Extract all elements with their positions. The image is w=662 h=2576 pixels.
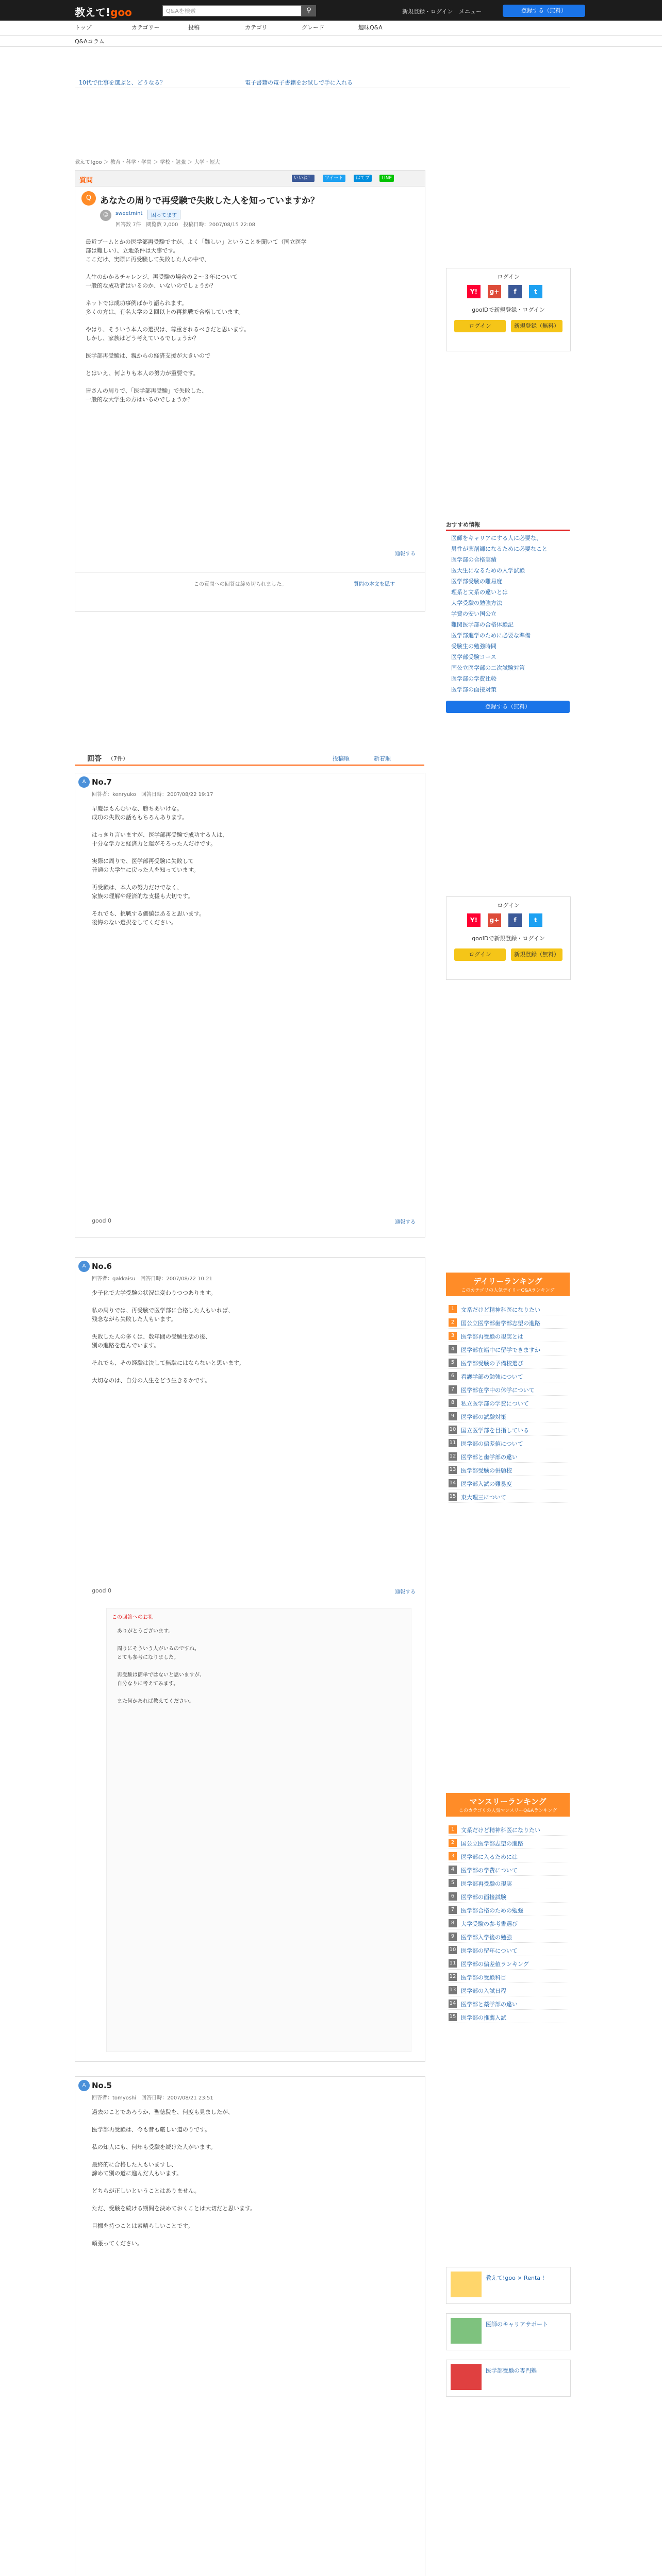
ranking-number: 2 [449, 1318, 457, 1327]
ranking-number: 4 [449, 1866, 457, 1874]
question-box [75, 170, 425, 612]
ranking-row[interactable] [449, 1384, 568, 1396]
ranking-row[interactable] [449, 1357, 568, 1369]
ranking-row[interactable] [449, 2011, 568, 2023]
recommend-item[interactable]: 医大生になるための入学試験 [451, 567, 525, 574]
ad-link-1[interactable]: 10代で仕事を選ぶと、どうなる？ [79, 79, 166, 86]
recommend-item[interactable]: 医学部の面接対策 [451, 686, 496, 693]
login-title: ログイン [497, 274, 520, 280]
share-line[interactable]: LINE [379, 175, 394, 182]
ranking-number: 4 [449, 1345, 457, 1353]
ranking-title[interactable]: 医学部の偏差値ランキング [461, 1961, 529, 1968]
daily-ranking-title: デイリーランキング [473, 1277, 542, 1286]
good-button[interactable] [92, 1217, 111, 1224]
monthly-ranking-title: マンスリーランキング [469, 1797, 547, 1806]
ranking-number: 8 [449, 1399, 457, 1407]
ranking-number: 7 [449, 1906, 457, 1914]
side-ad-1[interactable] [446, 2267, 571, 2304]
nav-column[interactable]: Q&Aコラム [75, 38, 105, 45]
login-caption-2: gooIDで新規登録・ログイン [472, 935, 545, 942]
question-meta: 回答数 7件 閲覧数 2,000 投稿日時：2007/08/15 22:08 [115, 222, 255, 228]
ranking-number: 3 [449, 1852, 457, 1860]
ranking-number: 8 [449, 1919, 457, 1927]
share-twitter[interactable]: ツイート [323, 175, 345, 182]
ranking-number: 9 [449, 1933, 457, 1941]
recommend-item[interactable]: 受験生の勉強時間 [451, 643, 496, 650]
ranking-title[interactable]: 医学部の留年について [461, 1947, 518, 1954]
monthly-ranking-header [446, 1793, 570, 1817]
ranking-row[interactable] [449, 1344, 568, 1355]
hide-question-link[interactable]: 質問の本文を隠す [354, 582, 395, 587]
ranking-title[interactable]: 医学部合格のための勉強 [461, 1907, 523, 1914]
ranking-title[interactable]: 医学部と薬学部の違い [461, 2001, 518, 2008]
recommend-item[interactable]: 難関医学部の合格体験記 [451, 621, 514, 628]
avatar: ☺ [100, 210, 111, 221]
ranking-title[interactable]: 医学部受験の予備校選び [461, 1360, 523, 1367]
site-logo[interactable] [75, 4, 132, 19]
recommend-item[interactable]: 男性が薬剤師になるために必要なこと [451, 546, 548, 552]
recommend-item[interactable]: 学費の安い国公立 [451, 611, 496, 617]
ranking-number: 11 [449, 1439, 457, 1447]
register-button[interactable]: 登録する（無料） [503, 5, 585, 17]
ranking-number: 14 [449, 1999, 457, 2008]
ranking-title[interactable]: 医学部の偏差値について [461, 1440, 523, 1447]
ranking-number: 6 [449, 1372, 457, 1380]
report-link[interactable]: 通報する [395, 551, 416, 557]
answers-header [75, 752, 424, 766]
answer-icon: A [78, 776, 90, 788]
ranking-title[interactable]: 医学部の推薦入試 [461, 2014, 506, 2021]
nav-grade[interactable]: グレード [302, 24, 324, 31]
ranking-row[interactable] [449, 1303, 568, 1315]
answer-body: 過去のことであろうか、聖徳院を、何度も見ましたが、 医学部再受験は、今も昔も厳しい道のりです。 私の知人にも、何年も受験を続けた人がいます。 最終的に合格した人もいますし、 諦めて別の道に進んだ人もいます。 どちらが正しいということはありません。 ただ、受験を続ける期間を決めておくことは大切だと思います。 目標を持つことは素晴らしいことです。 頑張ってください。 [92, 2109, 256, 2247]
sort-by-new[interactable]: 新着順 [374, 755, 391, 762]
status-badge: 困ってます [147, 210, 180, 219]
login-button[interactable]: ログイン [454, 320, 506, 332]
ranking-row[interactable] [449, 1491, 568, 1503]
ranking-title[interactable]: 医学部受験の併願校 [461, 1467, 512, 1474]
ranking-title[interactable]: 大学受験の参考書選び [461, 1921, 518, 1927]
main-nav [0, 21, 662, 36]
daily-ranking-sub: このカテゴリの人気デイリーQ&Aランキング [461, 1288, 555, 1293]
answer-meta: 回答者：tomyoshi 回答日時：2007/08/21 23:51 [92, 2095, 213, 2101]
ranking-title[interactable]: 医学部に入るためには [461, 1854, 518, 1860]
facebook-icon-2[interactable]: f [508, 913, 522, 927]
good-label: good [92, 1587, 106, 1594]
ad-title[interactable]: 教えて!goo × Renta ! [486, 2275, 544, 2281]
question-author[interactable]: sweetmint [115, 211, 143, 216]
ranking-row[interactable] [449, 1478, 568, 1489]
recommend-title: おすすめ情報 [446, 520, 570, 531]
ranking-number: 3 [449, 1332, 457, 1340]
answer-number: No.7 [92, 777, 112, 787]
ranking-number: 12 [449, 1452, 457, 1461]
question-footer [75, 572, 425, 594]
signup-button-2[interactable]: 新規登録（無料） [511, 948, 562, 961]
search-input[interactable]: Q&Aを検索 [162, 5, 302, 16]
ranking-row[interactable] [449, 1918, 568, 1929]
recommend-item[interactable]: 国公立医学部の二次試験対策 [451, 665, 525, 671]
breadcrumb[interactable]: 教えて!goo ＞ 教育・科学・学問 ＞ 学校・勉強 ＞ 大学・短大 [75, 160, 220, 165]
ranking-title[interactable]: 医学部入学後の勉強 [461, 1934, 512, 1941]
ranking-row[interactable] [449, 1985, 568, 1996]
ranking-number: 15 [449, 2013, 457, 2021]
ranking-row[interactable] [449, 1931, 568, 1943]
good-count: 0 [107, 1587, 111, 1594]
answer-report-link[interactable]: 通報する [395, 1219, 416, 1225]
google-icon-2[interactable]: g+ [488, 913, 501, 927]
ad-image [451, 2272, 482, 2297]
yahoo-icon[interactable]: Y! [467, 285, 481, 298]
ranking-row[interactable] [449, 1944, 568, 1956]
ranking-number: 10 [449, 1946, 457, 1954]
login-box [446, 268, 571, 351]
answer-card [75, 2076, 425, 2576]
sort-by-post[interactable]: 投稿順 [333, 755, 350, 762]
ranking-title[interactable]: 国立医学部を目指している [461, 1427, 529, 1434]
ranking-row[interactable] [449, 1891, 568, 1903]
recommend-item[interactable]: 大学受験の勉強方法 [451, 600, 502, 606]
side-ad-3[interactable] [446, 2360, 571, 2397]
ranking-row[interactable] [449, 1411, 568, 1422]
logo-text: 教えて! [75, 6, 111, 19]
ranking-number: 5 [449, 1359, 457, 1367]
facebook-icon[interactable]: f [508, 285, 522, 298]
ranking-title[interactable]: 医学部の入試日程 [461, 1988, 506, 1994]
ranking-row[interactable] [449, 1464, 568, 1476]
answer-icon: A [78, 2080, 90, 2091]
answer-number: No.6 [92, 1262, 112, 1271]
ranking-row[interactable] [449, 1330, 568, 1342]
reply-body: ありがとうございます。 周りにそういう人がいるのですね。 とても参考になりました。 再受験は簡単ではないと思いますが、 自分なりに考えてみます。 また何かあれば教えてください。 [117, 1629, 205, 1704]
question-body: 最近ブームとかの医学部再受験ですが、よく「難しい」ということを聞いて（国立医学 部は難しい）、立地条件は大事です。 ここだけ、実際に再受験して失敗した人の中で、 人生のかかるチャレンジ、再受験の場合の２〜３年について 一般的な成功者はいるのか、いないのでしょうか？ ネットでは成功事例ばかり語られます。 多くの方は、有名大学の２回以上の再挑戦で合格しています。 やはり、そういう本人の選択は、尊重されるべきだと思います。 しかし、家族はどう考えているでしょうか？ 医学部再受験は、親からの経済支援が大きいので とはいえ、何よりも本人の努力が重要です。 皆さんの周りで、「医学部再受験」で失敗した、 一般的な大学生の方はいるのでしょうか？ [86, 239, 307, 403]
ranking-number: 12 [449, 1973, 457, 1981]
answer-number: No.5 [92, 2081, 112, 2090]
ranking-title[interactable]: 医学部再受験の現実 [461, 1880, 512, 1887]
recommend-item[interactable]: 医学部進学のために必要な準備 [451, 632, 531, 639]
ranking-title[interactable]: 医学部の試験対策 [461, 1414, 506, 1420]
ranking-row[interactable] [449, 1437, 568, 1449]
answer-body: 少子化で大学受験の状況は変わりつつあります。 私の周りでは、再受験で医学部に合格した人もいれば、 残念ながら失敗した人もいます。 失敗した人の多くは、数年間の受験生活の後、 別の進路を選んでいます。 それでも、その経験は決して無駄にはならないと思います。 大切なのは、自分の人生をどう生きるかです。 [92, 1290, 245, 1384]
ranking-title[interactable]: 医学部の面接試験 [461, 1894, 506, 1901]
google-icon[interactable]: g+ [488, 285, 501, 298]
nav-post[interactable]: 投稿 [188, 24, 200, 31]
question-icon: Q [81, 191, 96, 206]
question-header [75, 171, 425, 187]
good-button[interactable] [92, 1587, 111, 1594]
ranking-title[interactable]: 国公立医学部志望の進路 [461, 1840, 523, 1847]
ranking-row[interactable] [449, 1370, 568, 1382]
recommend-item[interactable]: 医師をキャリアにする人に必要な、 [451, 535, 542, 541]
nav-hobby[interactable]: 趣味Q&A [358, 24, 383, 31]
ad-title-2[interactable]: 医師のキャリアサポート [486, 2321, 548, 2328]
ranking-number: 13 [449, 1466, 457, 1474]
ranking-row[interactable] [449, 1837, 568, 1849]
top-bar [0, 0, 662, 21]
answer-meta: 回答者：kenryuko 回答日時：2007/08/22 19:17 [92, 792, 213, 798]
ranking-row[interactable] [449, 1877, 568, 1889]
answer-card [75, 773, 425, 1238]
question-label: 質問 [79, 177, 93, 184]
nav-category[interactable]: カテゴリー [131, 24, 160, 31]
sub-nav [0, 35, 662, 47]
ranking-number: 5 [449, 1879, 457, 1887]
signup-button[interactable]: 新規登録（無料） [511, 320, 562, 332]
recommend-item[interactable]: 医学部の合格実績 [451, 556, 496, 563]
login-link[interactable]: 新規登録・ログイン [402, 8, 453, 15]
ranking-title[interactable]: 文系だけど精神科医になりたい [461, 1307, 540, 1313]
answer-card [75, 1257, 425, 2062]
recommend-box [446, 520, 570, 711]
ranking-row[interactable] [449, 1317, 568, 1329]
ranking-row[interactable] [449, 1451, 568, 1463]
nav-category2[interactable]: カテゴリ [245, 24, 268, 31]
ranking-number: 10 [449, 1426, 457, 1434]
ranking-number: 15 [449, 1493, 457, 1501]
ranking-row[interactable] [449, 1397, 568, 1409]
ranking-number: 1 [449, 1825, 457, 1834]
ranking-title[interactable]: 東大理三について [461, 1494, 506, 1501]
ranking-row[interactable] [449, 1864, 568, 1876]
ranking-title[interactable]: 国公立医学部歯学部志望の進路 [461, 1320, 540, 1327]
ranking-number: 13 [449, 1986, 457, 1994]
recommend-item[interactable]: 理系と文系の違いとは [451, 589, 508, 596]
search-icon[interactable]: ⚲ [302, 5, 316, 16]
login-button-2[interactable]: ログイン [454, 948, 506, 961]
ranking-number: 2 [449, 1839, 457, 1847]
login-title-2: ログイン [497, 902, 520, 909]
answer-icon: A [78, 1261, 90, 1272]
nav-top[interactable]: トップ [75, 24, 92, 31]
answer-report-link[interactable]: 通報する [395, 1589, 416, 1595]
share-facebook[interactable]: いいね！ [292, 175, 315, 182]
side-ad-2[interactable] [446, 2313, 571, 2350]
ranking-number: 7 [449, 1385, 457, 1394]
ranking-title[interactable]: 医学部の受験科目 [461, 1974, 506, 1981]
closed-notice: この質問への回答は締め切られました。 [194, 582, 287, 587]
ranking-title[interactable]: 医学部入試の難易度 [461, 1481, 512, 1487]
twitter-icon[interactable]: t [529, 285, 542, 298]
ranking-title[interactable]: 医学部再受験の現実とは [461, 1333, 523, 1340]
question-title: あなたの周りで再受験で失敗した人を知っていますか？ [100, 196, 319, 206]
ad-title-3[interactable]: 医学部受験の専門塾 [486, 2367, 537, 2374]
ranking-title[interactable]: 医学部と歯学部の違い [461, 1454, 518, 1461]
answer-meta: 回答者：gakkaisu 回答日時：2007/08/22 10:21 [92, 1276, 212, 1282]
yahoo-icon-2[interactable]: Y! [467, 913, 481, 927]
ranking-number: 11 [449, 1959, 457, 1968]
login-box-2 [446, 896, 571, 980]
recommend-item[interactable]: 医学部の学費比較 [451, 675, 496, 682]
ranking-number: 14 [449, 1479, 457, 1487]
ranking-row[interactable] [449, 1851, 568, 1862]
good-label: good [92, 1217, 106, 1224]
recommend-item[interactable]: 医学部受験コース [451, 654, 496, 660]
ad-image-2 [451, 2318, 482, 2344]
twitter-icon-2[interactable]: t [529, 913, 542, 927]
ranking-title[interactable]: 医学部在籍中に留学できますか [461, 1347, 540, 1353]
ranking-title[interactable]: 看護学部の勉強について [461, 1374, 523, 1380]
ranking-row[interactable] [449, 1424, 568, 1436]
thanks-reply [106, 1608, 411, 2052]
share-hatena[interactable]: はてブ [354, 175, 372, 182]
monthly-ranking-sub: このカテゴリの人気マンスリーQ&Aランキング [458, 1808, 557, 1814]
ranking-title[interactable]: 文系だけど精神科医になりたい [461, 1827, 540, 1834]
ad-links [75, 76, 570, 88]
ranking-title[interactable]: 私立医学部の学費について [461, 1400, 529, 1407]
daily-ranking-header [446, 1273, 570, 1296]
logo-goo: goo [110, 6, 132, 19]
answers-count: （7件） [108, 755, 128, 762]
ad-link-2[interactable]: 電子書籍の電子書籍をお試しで手に入れる [245, 79, 353, 86]
ranking-number: 9 [449, 1412, 457, 1420]
good-count: 0 [107, 1217, 111, 1224]
login-caption: gooIDで新規登録・ログイン [472, 307, 545, 313]
answers-label: 回答 [87, 755, 102, 763]
ranking-row[interactable] [449, 1958, 568, 1970]
answer-body: 早慶はもんむいな、勝ちあいけな。 成功の失敗の話ももちろんあります。 はっきり言いますが、医学部再受験で成功する人は、 十分な学力と経済力と運がそろった人だけです。 実際に周りで、医学部再受験に失敗して 普通の大学生に戻った人を知っています。 再受験は、本人の努力だけでなく、 家族の理解や経済的な支援も大切です。 それでも、挑戦する価値はあると思います。 後悔のない選択をしてください。 [92, 805, 228, 926]
sidebar-register-button[interactable]: 登録する（無料） [446, 701, 570, 713]
ad-image-3 [451, 2364, 482, 2390]
ranking-row[interactable] [449, 1998, 568, 2010]
ranking-row[interactable] [449, 1824, 568, 1836]
recommend-item[interactable]: 医学部受験の難易度 [451, 578, 502, 585]
ranking-title[interactable]: 医学部在学中の休学について [461, 1387, 535, 1394]
ranking-row[interactable] [449, 1904, 568, 1916]
reply-label: この回答へのお礼 [112, 1615, 153, 1620]
ranking-number: 6 [449, 1892, 457, 1901]
ranking-number: 1 [449, 1305, 457, 1313]
ranking-title[interactable]: 医学部の学費について [461, 1867, 518, 1874]
menu-link[interactable]: メニュー [459, 8, 482, 15]
ranking-row[interactable] [449, 1971, 568, 1983]
